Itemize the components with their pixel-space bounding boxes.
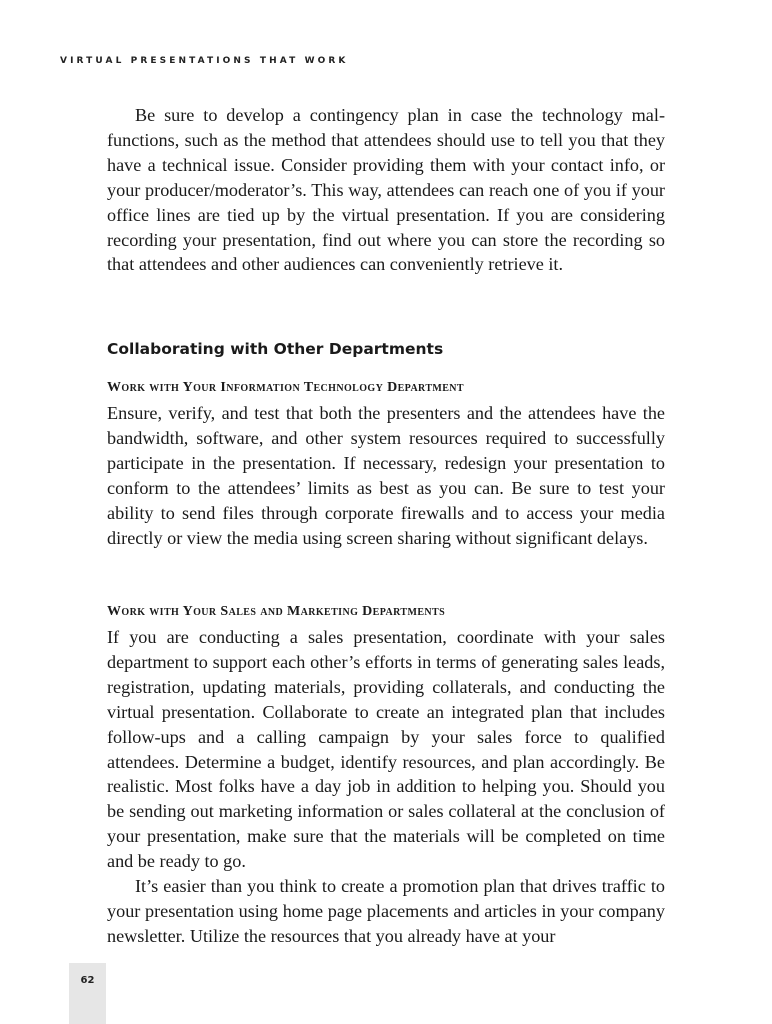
it-section (107, 401, 665, 550)
section-heading: Collaborating with Other Departments (107, 340, 444, 358)
subhead-sales-marketing: Work with Your Sales and Marketing Departments (107, 604, 446, 619)
running-head: VIRTUAL PRESENTATIONS THAT WORK (60, 56, 349, 66)
paragraph-sales-marketing: If you are conducting a sales presentation, coordinate with your sales department to support each other’s efforts in terms of generating sales leads, registration, updating materials, providing collaterals, and conducting the virtual presentation. Collaborate to create an integrated plan that includes follow-ups and a calling campaign by your sales force to qualified attendees. Determine a budget, identify resources, and plan accordingly. Be realistic. Most folks have a day job in addition to helping you. Should you be sending out marketing information or sales collateral at the conclusion of your presentation, make sure that the materials will be completed on time and be ready to go. (107, 627, 665, 872)
page-number-tab (69, 963, 106, 1024)
subhead-it-department: Work with Your Information Technology Department (107, 380, 464, 395)
paragraph-contingency: Be sure to develop a contingency plan in case the technology malfunctions, such as the method that attendees should use to tell you that they have a technical issue. Consider providing them with your contact info, or your producer/moderator’s. This way, attendees can reach one of you if your office lines are tied up by the virtual presentation. If you are considering recording your presentation, find out where you can store the recording so that attendees and other audiences can conveniently retrieve it. (107, 105, 665, 275)
paragraph-promotion: It’s easier than you think to create a promotion plan that drives traffic to your presentation using home page placements and articles in your company newsletter. Utilize the resources that you already have at your (107, 876, 665, 946)
sales-section (107, 625, 665, 949)
paragraph-it-department: Ensure, verify, and test that both the presenters and the attendees have the bandwidth, software, and other system resources required to successfully participate in the presentation. If necessary, redesign your presentation to conform to the attendees’ limits as best as you can. Be sure to test your ability to send files through corporate firewalls and to access your media directly or view the media using screen sharing without significant delays. (107, 403, 665, 548)
page-number: 62 (80, 975, 95, 986)
contingency-section (107, 103, 665, 277)
